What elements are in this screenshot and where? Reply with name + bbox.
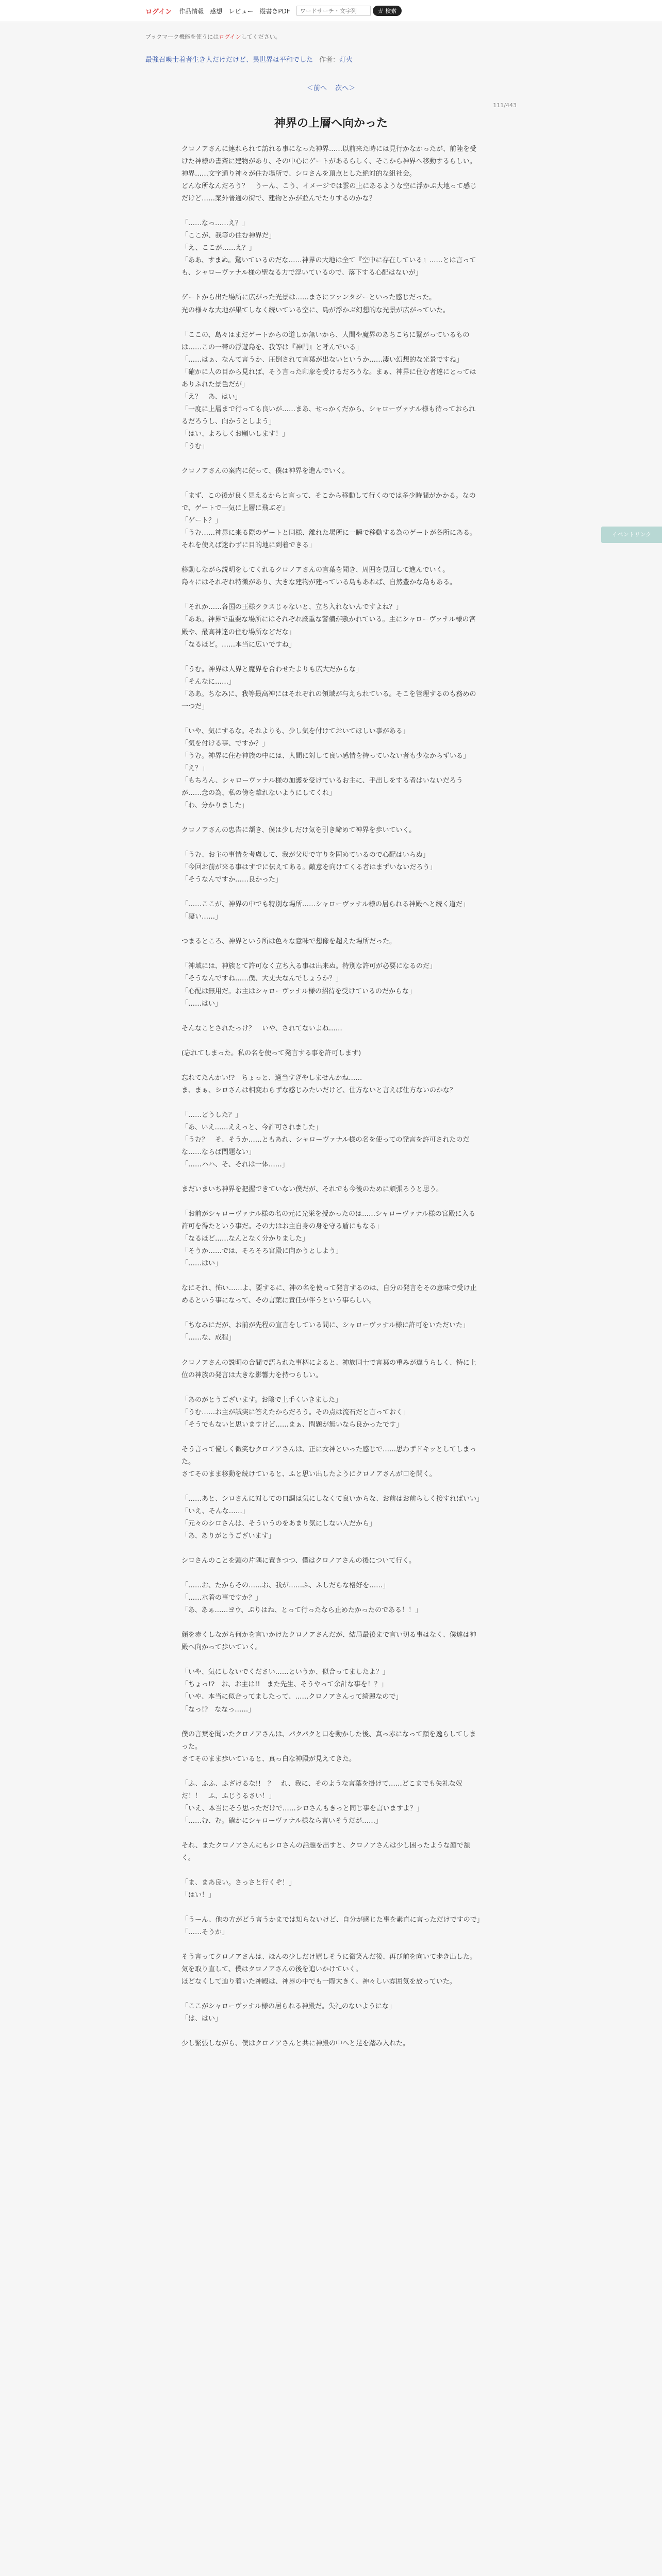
paragraph: そう言って優しく微笑むクロノアさんは、正に女神といった感じで……思わずドキッとしてしまった。 [181, 1445, 476, 1466]
paragraph: 「……はい」 [181, 999, 222, 1008]
paragraph: 「なっ!? ななっ……」 [181, 1705, 255, 1714]
paragraph [181, 552, 481, 564]
paragraph: 「うむ。神界に住む神族の中には、人間に対して良い感情を持っていない者も少なからずいる」 [181, 752, 470, 760]
paragraph: 「……水着の事ですか？」 [181, 1594, 262, 1602]
paragraph: ゲートから出た場所に広がった光景は……まさにファンタジーといった感じだった。 [181, 294, 436, 302]
paragraph [181, 2025, 481, 2038]
paragraph: クロノアさんに連れられて訪れる事になった神界……以前来た時には見行かなかったが、前陸を受けた神様の書斎に建物があり、その中心にゲートがあるらしく、そこから神界へ移動するらしい。 [181, 145, 477, 166]
paragraph: 「はい、よろしくお願いします！」 [181, 430, 289, 438]
paragraph [181, 317, 481, 329]
paragraph: まだいまいち神界を把握できていない僕だが、それでも今後のために頑張ろうと思う。 [181, 1185, 443, 1194]
pager-top [0, 82, 662, 92]
paragraph: (忘れてしまった。私の名を使って発言する事を許可します) [181, 1049, 361, 1057]
paragraph: クロノアさんの忠告に頷き、僕は少しだけ気を引き締めて神界を歩いていく。 [181, 826, 416, 835]
paragraph: 忘れてたんかい!? ちょっと、適当すぎやしませんかね…… [181, 1074, 362, 1082]
paragraph [181, 1481, 481, 1493]
paragraph: 「まず、この後が良く見えるからと言って、そこから移動して行くのでは多少時間がかかる。なので、ゲートで一気に上層に飛ぶぞ」 [181, 492, 476, 513]
paragraph [181, 1345, 481, 1357]
search-button[interactable]: ガ 検索 [373, 6, 402, 16]
paragraph: さてそのまま歩いていると、真っ白な神殿が見えてきた。 [181, 1755, 356, 1763]
paragraph [181, 1865, 481, 1877]
author-label: 作者： [319, 56, 340, 64]
paragraph: 「……はぁ、なんて言うか、圧倒されて言葉が出ないというか……凄い幻想的な光景ですね」 [181, 355, 464, 364]
paragraph [181, 1431, 481, 1444]
top-navbar [0, 0, 662, 22]
paragraph: 「え、ここが……え？」 [181, 244, 256, 252]
bookmark-notice [145, 32, 281, 41]
nav-impressions[interactable]: 感想 [210, 7, 223, 15]
paragraph: 「いや、本当に似合ってましたって、……クロノアさんって綺麗なので」 [181, 1693, 403, 1701]
paragraph: 「あのがとうございます。お陰で上手くいきました」 [181, 1396, 342, 1404]
chapter-body [181, 143, 484, 2050]
paragraph [181, 1060, 481, 1072]
nav-vertical-pdf[interactable]: 縦書きPDF [259, 7, 290, 15]
paragraph [181, 1382, 481, 1394]
paragraph: 「ここが、我等の住む神界だ」 [181, 232, 276, 240]
paragraph: 「そうなんですか……良かった」 [181, 876, 283, 884]
chapter-title: 神界の上層へ向かった [274, 117, 388, 130]
paragraph: 「ゲート？」 [181, 517, 222, 525]
paragraph: 「……はい」 [181, 1260, 222, 1268]
follow-side-tab[interactable]: イベントリンク [601, 527, 662, 543]
paragraph: 光の様々な大地が果てしなく続いている空に、島が浮かぶ幻想的な光景が広がっていた。 [181, 306, 450, 314]
paragraph: 「一度に上層まで行っても良いが……まあ、せっかくだから、シャローヴァナル様も待っておられるだろうし、向かうとしよう」 [181, 405, 476, 426]
paragraph: 「ここがシャローヴァナル様の居られる神殿だ。失礼のないようにな」 [181, 2003, 395, 2011]
paragraph [181, 453, 481, 465]
paragraph: 「え？ あ、はい」 [181, 393, 242, 401]
paragraph: 神界……文字通り神々が住む場所で、シロさんを頂点とした絶対的な組社会。 [181, 170, 416, 178]
paragraph: 「……あと、シロさんに対しての口調は気にしなくて良いからな、お前はお前らしく接すればいい」 [181, 1495, 484, 1503]
paragraph: 「そうか……では、そろそろ宮殿に向かうとしよう」 [181, 1247, 343, 1256]
paragraph: 「……な、成程」 [181, 1334, 236, 1342]
paragraph: 「そうでもないと思いますけど……まぁ、問題が無いなら良かったです」 [181, 1420, 403, 1429]
paragraph: 「確かに人の目から見れば、そう言った印象を受けるだろうな。まぁ、神界に住む者達にとってはありふれた景色だが」 [181, 368, 476, 388]
paragraph: 「うむ……お主が誠実に答えたからだろう。その点は流石だと言っておく」 [181, 1408, 410, 1416]
paragraph: 「ちょっ!? お、お主は!! また先生、そうやって余計な事を！？」 [181, 1681, 388, 1689]
paragraph: 「はい！」 [181, 1891, 216, 1900]
paragraph: 「わ、分かりました」 [181, 802, 249, 810]
paragraph: 移動しながら説明をしてくれるクロノアさんの言葉を聞き、周囲を見回して進んでいく。 [181, 566, 450, 574]
paragraph: ほどなくして辿り着いた神殿は、神界の中でも一際大きく、神々しい雰囲気を放っていた。 [181, 1978, 456, 1986]
prev-link[interactable]: ＜前へ [306, 84, 327, 92]
paragraph: 「なるほど……なんとなく分かりました」 [181, 1235, 309, 1243]
paragraph [181, 1988, 481, 2001]
paragraph [181, 478, 481, 490]
paragraph: 「ちなみにだが、お前が先程の宣言をしている間に、シャローヴァナル様に許可をいただいた」 [181, 1321, 469, 1330]
paragraph: 「気を付ける事、ですか？」 [181, 739, 269, 748]
search-input[interactable] [296, 6, 371, 16]
paragraph [181, 1827, 481, 1840]
paragraph: ま、まぁ、シロさんは相変わらずな感じみたいだけど、仕方ないと言えば仕方ないのかな？ [181, 1086, 457, 1094]
paragraph [181, 1097, 481, 1109]
paragraph [181, 651, 481, 664]
paragraph: そう言ってクロノアさんは、ほんの少しだけ嬉しそうに微笑んだ後、再び前を向いて歩き出した。 [181, 1953, 477, 1961]
paragraph: 「ここの、島々はまだゲートからの道しか無いから、人間や魔界のあちこちに繋がっているものは……この一帯の浮遊島を、我等は『神門』と呼んでいる」 [181, 331, 470, 351]
paragraph [181, 1543, 481, 1555]
next-link[interactable]: 次へ＞ [335, 84, 356, 92]
paragraph [181, 837, 481, 849]
paragraph: そんなことされたっけ？ いや、されてないよね…… [181, 1024, 342, 1032]
chapter-number: 111/443 [493, 102, 517, 109]
paragraph: 「神域には、神族とて許可なく立ち入る事は出来ぬ。特別な許可が必要になるのだ」 [181, 962, 437, 971]
paragraph [181, 1035, 481, 1047]
paragraph [181, 1654, 481, 1666]
paragraph: 「心配は無用だ。お主はシャローヴァナル様の招待を受けているのだからな」 [181, 987, 416, 995]
paragraph: 「あ、いえ……ええっと、今許可されました」 [181, 1123, 322, 1131]
paragraph: クロノアさんの説明の合間で語られた事柄によると、神族同士で言葉の重みが違うらしく、特に上位の神族の発言は大きな影響力を持つらしい。 [181, 1359, 476, 1379]
paragraph: 「それか……各国の王様クラスじゃないと、立ち入れないんですよね？」 [181, 603, 403, 612]
paragraph: 顔を赤くしながら何かを言いかけたクロノアさんだが、結局最後まで言い切る事はなく、僕達は神殿へ向かって歩いていく。 [181, 1631, 476, 1652]
paragraph [181, 812, 481, 824]
paragraph [181, 1196, 481, 1208]
paragraph [181, 1617, 481, 1629]
paragraph: 「もちろん、シャローヴァナル様の加護を受けているお主に、手出しをする者はいないだろうが……念の為、私の傍を離れないようにしてくれ」 [181, 776, 463, 798]
paragraph: 「え？」 [181, 764, 209, 772]
paragraph: 「……む、む。確かにシャローヴァナル様なら言いそうだが……」 [181, 1817, 382, 1825]
paragraph: 「ああ。ちなみに、我等最高神にはそれぞれの領域が与えられている。そこを管理するのも務めの一つだ」 [181, 690, 476, 710]
nav-work-info[interactable]: 作品情報 [179, 7, 204, 15]
paragraph: つまるところ、神界という所は色々な意味で想像を超えた場所だった。 [181, 938, 396, 946]
series-info [145, 54, 353, 64]
paragraph [181, 1270, 481, 1282]
paragraph: 少し緊張しながら、僕はクロノアさんと共に神殿の中へと足を踏み入れた。 [181, 2040, 410, 2048]
paragraph: 「うむ、お主の事情を考慮して、我が父母で守りを固めているので心配はいらぬ」 [181, 851, 429, 859]
paragraph: 「なるほど。……本当に広いですね」 [181, 640, 296, 649]
paragraph: 「……なっ……え？」 [181, 219, 249, 228]
notice-login-link[interactable]: ログイン [219, 33, 241, 40]
paragraph: 「は、はい」 [181, 2015, 222, 2023]
paragraph: 「うむ。神界は人界と魔界を合わせたよりも広大だからな」 [181, 665, 363, 673]
nav-review[interactable]: レビュー [228, 7, 254, 15]
paragraph: 「うむ……神界に来る際のゲートと同様、離れた場所に一瞬で移動する為のゲートが各所にある。それを使えば迷わずに目的地に到着できる」 [181, 529, 477, 550]
paragraph: 「元々のシロさんは、そういうのをあまり気にしない人だから」 [181, 1519, 376, 1528]
paragraph [181, 948, 481, 960]
paragraph: 「うむ？ そ、そうか……ともあれ、シャローヴァナル様の名を使っての発言を許可されたのだな……ならば問題ない」 [181, 1136, 470, 1156]
paragraph: 「あ、あぁ……ヨウ、ぷりはね、とって行ったなら止めたかったのである！！」 [181, 1606, 422, 1615]
paragraph: 「今回お前が来る事はすでに伝えてある。敵意を向けてくる者はまずいないだろう」 [181, 863, 437, 872]
paragraph: それ、またクロノアさんにもシロさんの話題を出すと、クロノアさんは少し困ったような顔で頷く。 [181, 1841, 470, 1862]
paragraph: 「そんなに……」 [181, 677, 236, 686]
paragraph: 「ああ、すまぬ。驚いているのだな……神界の大地は全て『空中に存在している』……とは言っても、シャローヴァナル様の聖なる力で浮いているので、落下する心配はないが」 [181, 257, 476, 277]
paragraph: 「ああ。神界で重要な場所にはそれぞれ厳重な警備が敷かれている。主にシャローヴァナル様の宮殿や、最高神達の住む場所などだな」 [181, 616, 476, 636]
paragraph [181, 205, 481, 217]
paragraph: 「……そうか」 [181, 1928, 229, 1937]
login-link[interactable]: ログイン [145, 8, 172, 16]
paragraph: 「……ハハ、そ、それは一体……」 [181, 1161, 289, 1168]
paragraph: シロさんのことを頭の片隅に置きつつ、僕はクロノアさんの後について行く。 [181, 1557, 416, 1565]
paragraph: 僕の言葉を聞いたクロノアさんは、パクパクと口を動かした後、真っ赤になって顔を逸らしてしまった。 [181, 1730, 476, 1751]
paragraph: さてそのまま移動を続けていると、ふと思い出したようにクロノアさんが口を開く。 [181, 1470, 436, 1478]
paragraph: 「いえ、本当にそう思っただけで……シロさんもきっと同じ事を言いますよ？」 [181, 1804, 423, 1812]
paragraph: 「いや、気にしないでください……というか、似合ってましたよ？」 [181, 1668, 389, 1676]
paragraph: 「……ここが、神界の中でも特別な場所……シャローヴァナル様の居られる神殿へと続く道だ」 [181, 901, 469, 909]
paragraph: 「あ、ありがとうございます」 [181, 1532, 275, 1540]
paragraph: 島々にはそれぞれ特徴があり、大きな建物が建っている島もあれば、自然豊かな島もある。 [181, 579, 457, 587]
paragraph [181, 923, 481, 936]
paragraph [181, 1171, 481, 1183]
series-title-link[interactable]: 最強召喚士着者生き人だけだけど、異世界は平和でした [145, 56, 313, 64]
paragraph: 「……どうした？」 [181, 1111, 242, 1119]
paragraph: どんな所なんだろう？ うーん、こう、イメージでは雲の上にあるような空に浮かぶ大地って感じだけど……案外普通の街で、建物とかが並んでたりするのかな？ [181, 182, 477, 203]
paragraph: 気を取り直して、僕はクロノアさんの後を追いかけていく。 [181, 1965, 362, 1974]
paragraph: 「そうなんですね……僕、大丈夫なんでしょうか？」 [181, 975, 343, 983]
paragraph [181, 1939, 481, 1951]
paragraph: 「うーん、他の方がどう言うかまでは知らないけど、自分が感じた事を素直に言っただけですので」 [181, 1916, 484, 1924]
paragraph: 「ふ、ふふ、ふざけるな!! ？ れ、我に、そのような言葉を掛けて……どこまでも失礼な奴だ！！ ふ、ふじうるさい！」 [181, 1780, 462, 1800]
paragraph: なにそれ、怖い……よ、要するに、神の名を使って発言するのは、自分の発言をその意味で受け止めるという事になって、その言葉に責任が伴うという事らしい。 [181, 1284, 477, 1305]
paragraph [181, 279, 481, 292]
paragraph [181, 1902, 481, 1914]
paragraph [181, 713, 481, 725]
notice-suffix: してください。 [241, 33, 281, 40]
paragraph: 「……お、たからその……お、我が……ふ、ふしだらな格好を……」 [181, 1582, 390, 1590]
paragraph [181, 1567, 481, 1580]
paragraph [181, 1716, 481, 1728]
paragraph: 「お前がシャローヴァナル様の名の元に光栄を授かったのは……シャローヴァナル様の宮殿に入る許可を得たという事だ。その力はお主自身の身を守る盾にもなる」 [181, 1210, 475, 1231]
paragraph [181, 1010, 481, 1023]
paragraph [181, 589, 481, 601]
paragraph [181, 1307, 481, 1319]
paragraph: 「いえ、そんな……」 [181, 1507, 249, 1515]
paragraph: 「いや、気にするな。それよりも、少し気を付けておいてほしい事がある」 [181, 727, 409, 735]
paragraph [181, 886, 481, 899]
paragraph: クロノアさんの案内に従って、僕は神界を進んでいく。 [181, 467, 349, 476]
paragraph: 「うむ」 [181, 442, 209, 450]
paragraph: 「凄い……」 [181, 913, 222, 921]
notice-text: ブックマーク機能を使うには [145, 33, 219, 40]
paragraph: 「ま、まあ良い。さっさと行くぞ！」 [181, 1878, 296, 1887]
paragraph [181, 1766, 481, 1778]
author-link[interactable]: 灯火 [339, 56, 353, 64]
